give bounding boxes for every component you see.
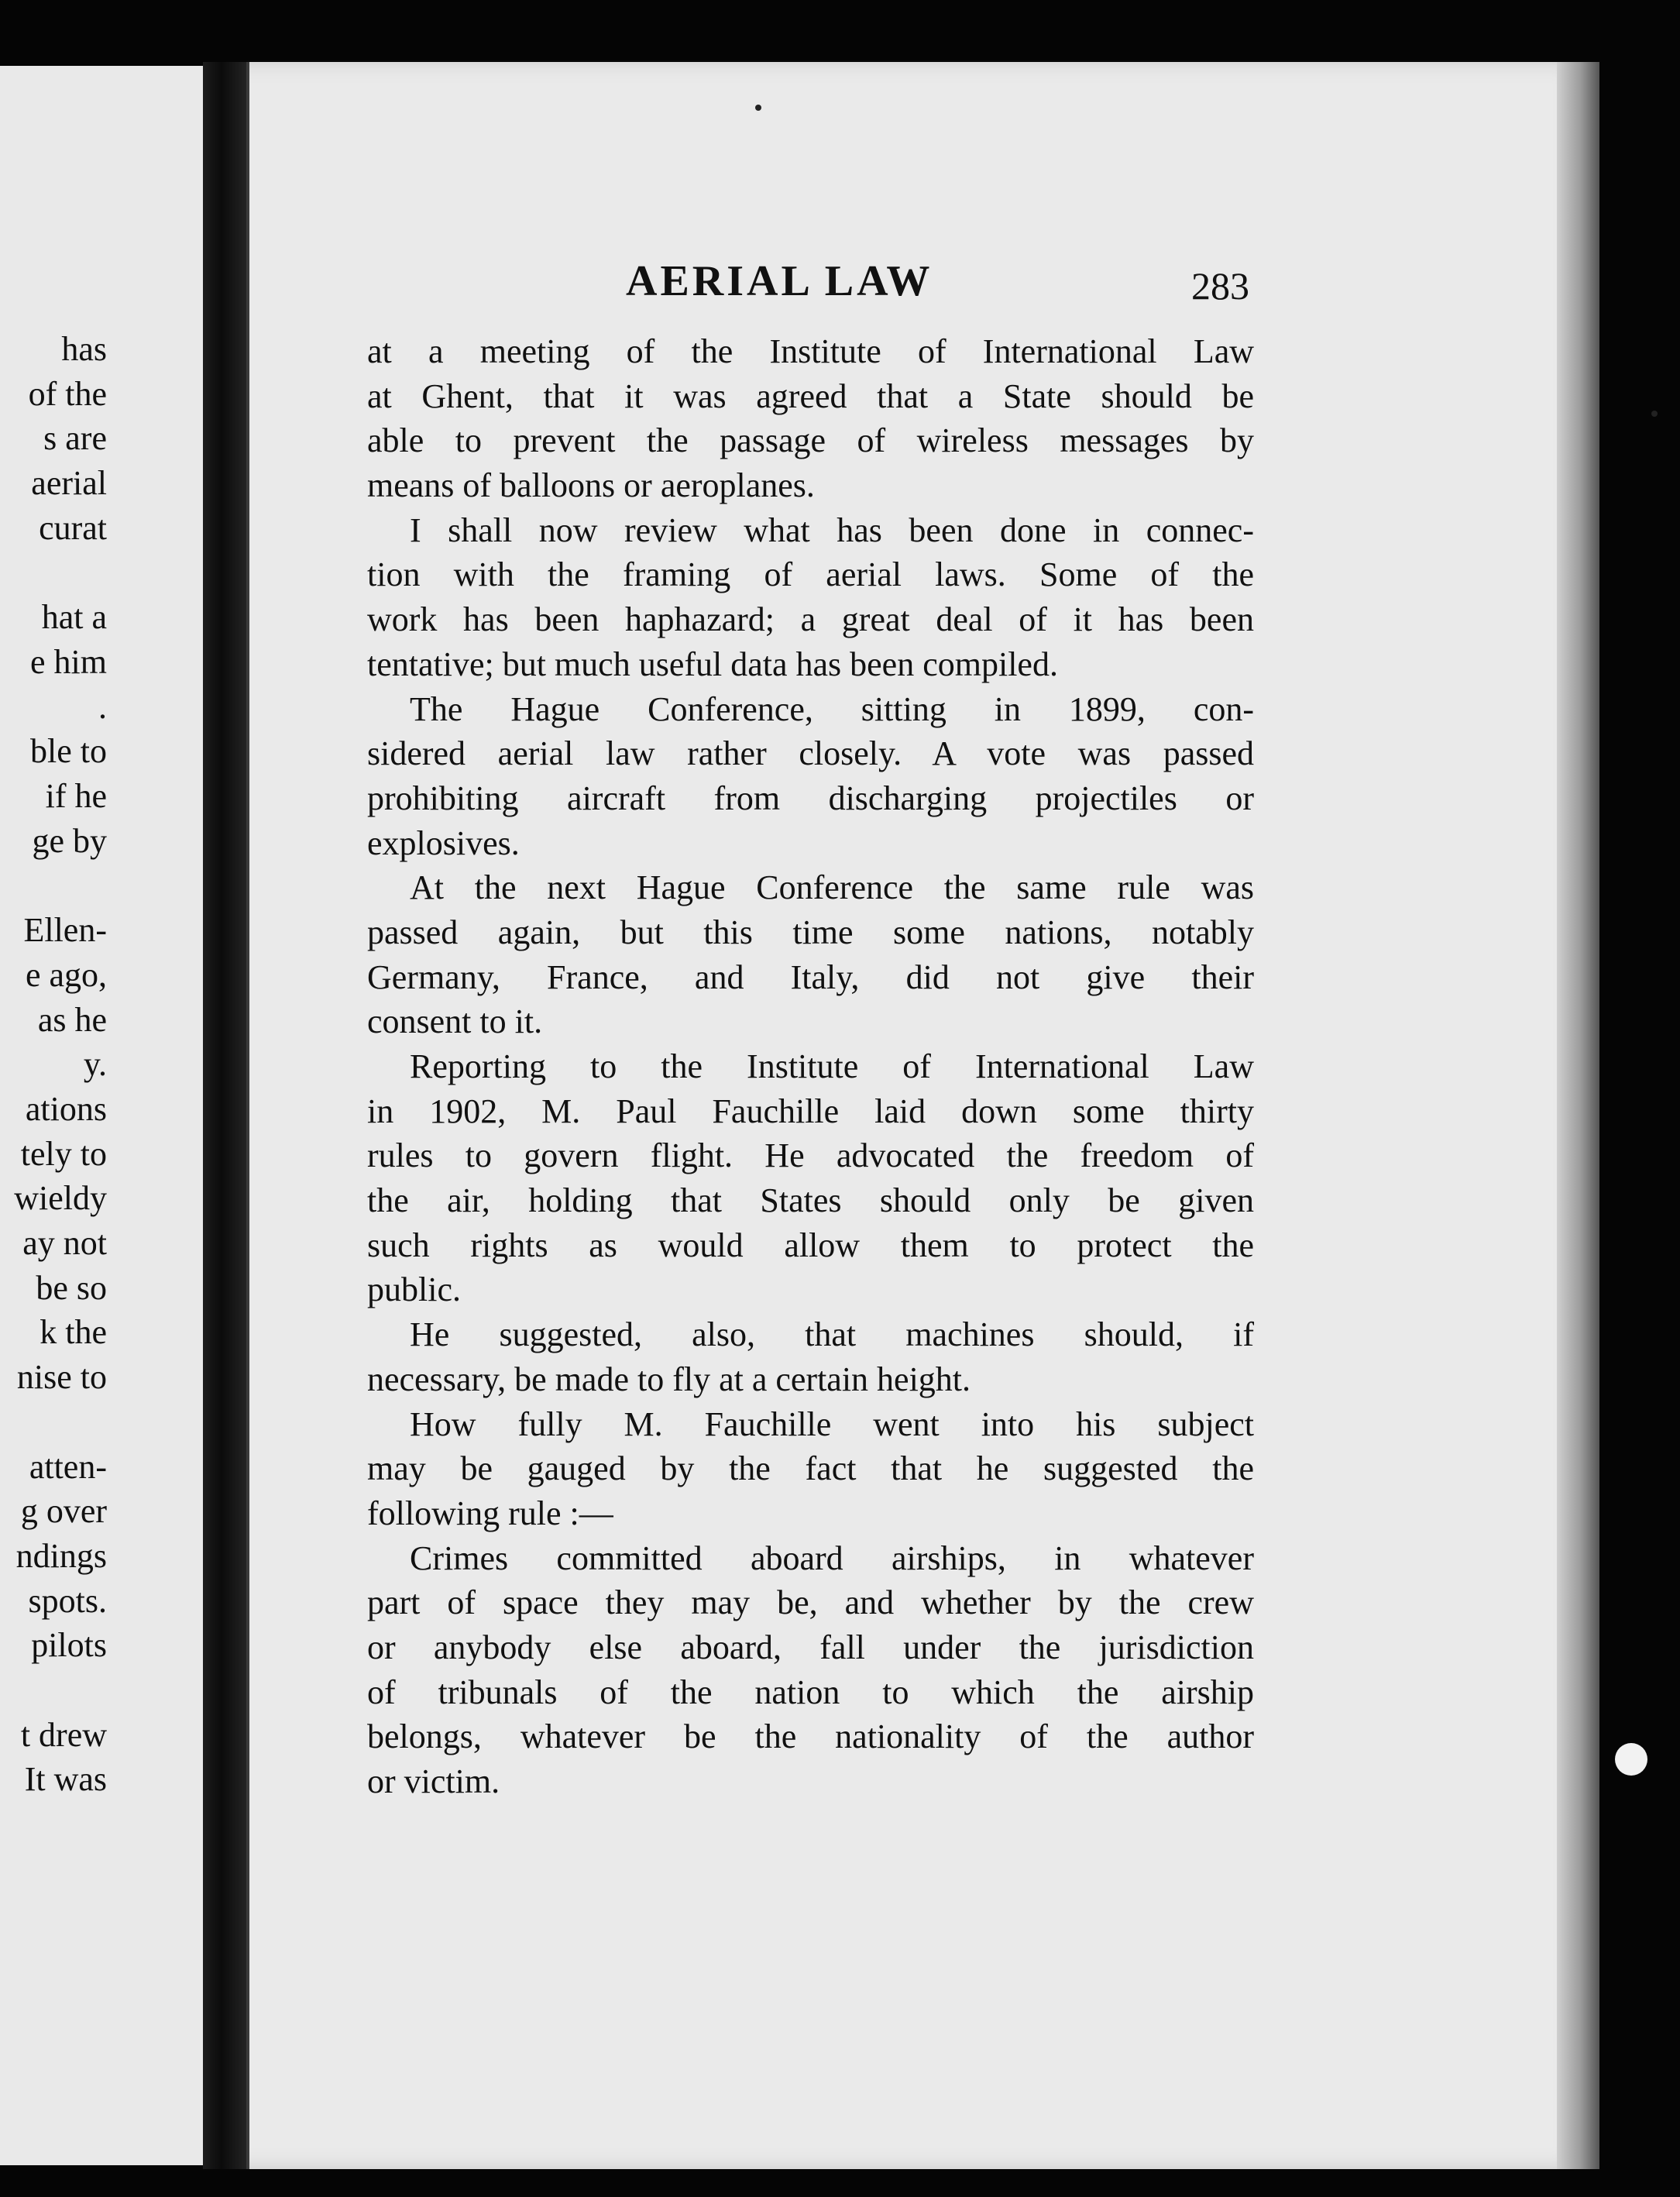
facing-page-fragment: aerial [31, 464, 107, 503]
facing-page-fragment: ble to [30, 732, 107, 771]
text-line: in 1902, M. Paul Fauchille laid down some thirty [367, 1092, 1254, 1130]
facing-page-fragment: s are [43, 419, 107, 458]
text-line: able to prevent the passage of wireless messages by [367, 421, 1254, 460]
facing-page-fragment: ay not [22, 1224, 107, 1262]
facing-page-fragment: ations [25, 1089, 107, 1128]
facing-page-fragment: as he [37, 1000, 107, 1039]
text-line: tion with the framing of aerial laws. Some of the [367, 555, 1254, 594]
facing-page-fragment: if he [45, 777, 107, 815]
facing-page-fragment: has [61, 330, 107, 368]
facing-page-fragment: Ellen- [23, 911, 107, 950]
text-line: means of balloons or aeroplanes. [367, 466, 815, 505]
facing-page [0, 66, 208, 2165]
facing-page-fragment: pilots [31, 1626, 107, 1665]
facing-page-fragment: g over [20, 1492, 107, 1531]
page-edge [1557, 62, 1599, 2169]
text-line: He suggested, also, that machines should, if [410, 1315, 1254, 1354]
speck [1651, 411, 1658, 417]
text-line: sidered aerial law rather closely. A vote was passed [367, 734, 1254, 773]
facing-page-fragment: hat a [41, 598, 107, 637]
text-line: prohibiting aircraft from discharging projectiles or [367, 779, 1254, 817]
text-line: may be gauged by the fact that he suggested the [367, 1449, 1254, 1488]
text-line: part of space they may be, and whether by the crew [367, 1583, 1254, 1622]
text-line: or anybody else aboard, fall under the jurisdiction [367, 1628, 1254, 1666]
text-line: The Hague Conference, sitting in 1899, con- [410, 689, 1254, 728]
facing-page-fragment: atten- [29, 1447, 107, 1486]
book-gutter [203, 62, 249, 2169]
text-line: How fully M. Fauchille went into his subject [410, 1404, 1254, 1443]
text-line: At the next Hague Conference the same rule was [410, 868, 1254, 907]
text-line: tentative; but much useful data has been compiled. [367, 645, 1058, 683]
facing-page-fragment: y. [83, 1045, 107, 1084]
facing-page-fragment: e ago, [25, 955, 107, 994]
text-line: public. [367, 1270, 461, 1309]
facing-page-fragment: . [98, 687, 107, 726]
text-line: work has been haphazard; a great deal of it has been [367, 600, 1254, 639]
text-line: at a meeting of the Institute of International Law [367, 332, 1254, 370]
facing-page-fragment: curat [39, 508, 107, 547]
text-line: consent to it. [367, 1002, 543, 1041]
facing-page-fragment: of the [28, 374, 107, 413]
facing-page-fragment: t drew [20, 1715, 107, 1754]
text-line: following rule :— [367, 1494, 613, 1532]
facing-page-fragment: e him [30, 642, 107, 681]
page-number: 283 [1191, 264, 1249, 308]
body-text [367, 329, 1254, 1804]
facing-page-fragment: be so [36, 1268, 107, 1307]
text-line: rules to govern flight. He advocated the freedom of [367, 1136, 1254, 1175]
facing-page-fragment: spots. [28, 1581, 107, 1620]
text-line: I shall now review what has been done in connec- [410, 511, 1254, 549]
facing-page-fragment: ndings [15, 1536, 107, 1575]
text-line: Germany, France, and Italy, did not give their [367, 958, 1254, 996]
text-line: at Ghent, that it was agreed that a State should be [367, 376, 1254, 415]
facing-page-fragment: nise to [16, 1358, 107, 1397]
text-line: of tribunals of the nation to which the airship [367, 1673, 1254, 1711]
text-line: such rights as would allow them to protect the [367, 1226, 1254, 1264]
blot [1615, 1743, 1647, 1776]
facing-page-fragment: wieldy [14, 1179, 107, 1218]
text-line: necessary, be made to fly at a certain height. [367, 1360, 971, 1398]
facing-page-fragment: It was [24, 1760, 107, 1799]
text-line: explosives. [367, 823, 520, 862]
facing-page-fragment: tely to [20, 1134, 107, 1173]
facing-page-fragment: ge by [32, 821, 107, 860]
facing-page-fragment: k the [40, 1313, 107, 1352]
text-line: Crimes committed aboard airships, in whatever [410, 1539, 1254, 1577]
text-line: passed again, but this time some nations, notably [367, 913, 1254, 951]
speck [755, 105, 761, 111]
text-line: or victim. [367, 1762, 500, 1800]
text-line: Reporting to the Institute of International Law [410, 1047, 1254, 1085]
running-head: AERIAL LAW [626, 257, 933, 305]
text-line: the air, holding that States should only be given [367, 1181, 1254, 1220]
text-line: belongs, whatever be the nationality of the author [367, 1717, 1254, 1756]
